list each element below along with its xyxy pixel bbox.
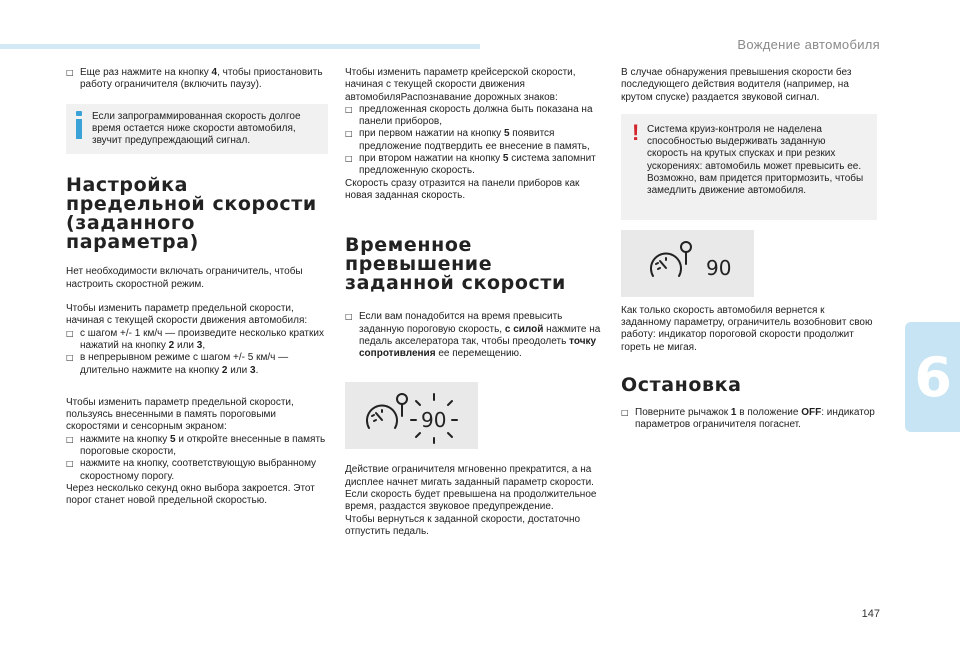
speed-display-steady xyxy=(621,230,754,297)
paragraph: Чтобы изменить параметр крейсерской скорости, начиная с текущей скорости движения автомобиляРаспознавание дорожных знаков: xyxy=(345,67,576,103)
bullet-marker-icon: □ xyxy=(345,154,353,164)
paragraph: Чтобы вернуться к заданной скорости, достаточно отпустить педаль. xyxy=(345,513,581,537)
header-accent-bar xyxy=(0,44,480,49)
info-box: Если запрограммированная скорость долгое время остается ниже скорости автомобиля, звучит предупреждающий сигнал. xyxy=(66,104,328,155)
speed-value: 90 xyxy=(706,255,732,280)
warning-icon: ! xyxy=(632,119,640,145)
paragraph: Как только скорость автомобиля вернется к заданному параметру, ограничитель возобновит свою работу: индикатор пороговой скорости продолжит гореть не мигая. xyxy=(621,304,873,353)
speed-limiter-gauge-icon xyxy=(367,394,407,428)
chapter-number: 6 xyxy=(914,346,952,409)
bullet-marker-icon: □ xyxy=(621,407,629,417)
paragraph: В случае обнаружения превышения скорости без последующего действия водителя (например, на крутом спуске) раздается звуковой сигнал. xyxy=(621,67,852,103)
info-icon xyxy=(76,111,82,139)
speed-display-graphic xyxy=(621,230,754,297)
bullet-marker-icon: □ xyxy=(66,353,74,363)
list-item: □ при первом нажатии на кнопку 5 появится предложение подтвердить ее внесение в память, xyxy=(345,128,590,152)
bullet-marker-icon: □ xyxy=(66,328,74,338)
key-ref: 4 xyxy=(211,67,218,78)
bullet-marker-icon: □ xyxy=(66,68,74,77)
bullet-marker-icon: □ xyxy=(345,104,353,114)
list-item: □ предложенная скорость должна быть показана на панели приборов, xyxy=(345,103,593,128)
bullet-marker-icon: □ xyxy=(345,312,353,322)
speed-display-flashing xyxy=(345,382,478,449)
column-2 xyxy=(345,67,607,547)
warning-box: ! Система круиз-контроля не наделена способностью выдерживать заданную скорость на крутых спусках и при резких ускорениях: автомобиль может превысить ее. Возможно, вам придется притормозить, чтобы замедлить движение автомобиля. xyxy=(621,114,877,220)
paragraph: Чтобы изменить параметр предельной скорости, пользуясь внесенными в память пороговыми скоростями и сенсорным экраном: xyxy=(66,396,294,433)
bullet-marker-icon: □ xyxy=(66,459,74,469)
section-heading: Остановка xyxy=(621,373,742,396)
paragraph: Чтобы изменить параметр предельной скорости, начиная с текущей скорости движения автомобиля: xyxy=(66,303,308,327)
speed-limiter-gauge-icon xyxy=(651,242,691,276)
paragraph: Действие ограничителя мгновенно прекратится, а на дисплее начнет мигать заданный параметр скорости. Если скорость будет превышена на продолжительное время, раздастся звуковое предупреждение. xyxy=(345,464,597,513)
bullet-marker-icon: □ xyxy=(66,434,74,444)
speed-value: 90 xyxy=(421,408,447,433)
paragraph: Нет необходимости включать ограничитель, чтобы настроить скоростной режим. xyxy=(66,266,303,290)
list-item: □ нажмите на кнопку 5 и откройте внесенные в память пороговые скорости, xyxy=(66,433,326,458)
column-1 xyxy=(66,67,328,517)
column-3 xyxy=(621,67,877,431)
section-heading: Настройка предельной скорости (заданного параметра) xyxy=(66,174,317,254)
page-number: 147 xyxy=(861,608,880,620)
list-item: □ Еще раз нажмите на кнопку 4, чтобы приостановить работу ограничителя (включить паузу). xyxy=(66,67,323,91)
list-item: □ Поверните рычажок 1 в положение OFF: индикатор параметров ограничителя погаснет. xyxy=(621,406,875,431)
paragraph: Через несколько секунд окно выбора закроется. Этот порог станет новой предельной скоростью. xyxy=(66,482,315,507)
bullet-marker-icon: □ xyxy=(345,129,353,139)
list-item: □ нажмите на кнопку, соответствующую выбранному скоростному порогу. xyxy=(66,458,317,482)
list-item: □ в непрерывном режиме с шагом +/- 5 км/ч — длительно нажмите на кнопку 2 или 3. xyxy=(66,352,289,376)
list-item: □ при втором нажатии на кнопку 5 система запомнит предложенную скорость. xyxy=(345,153,596,177)
list-item: □ с шагом +/- 1 км/ч — произведите несколько кратких нажатий на кнопку 2 или 3, xyxy=(66,327,324,351)
paragraph: Скорость сразу отразится на панели приборов как новая заданная скорость. xyxy=(345,177,580,201)
section-heading: Временное превышение заданной скорости xyxy=(345,234,566,295)
speed-display-graphic xyxy=(345,382,478,449)
list-item: □ Если вам понадобится на время превысить заданную пороговую скорость, с силой нажмите на педаль акселератора так, чтобы преодолеть точку сопротивления ее перемещению. xyxy=(345,311,601,360)
section-title: Вождение автомобиля xyxy=(737,37,880,52)
